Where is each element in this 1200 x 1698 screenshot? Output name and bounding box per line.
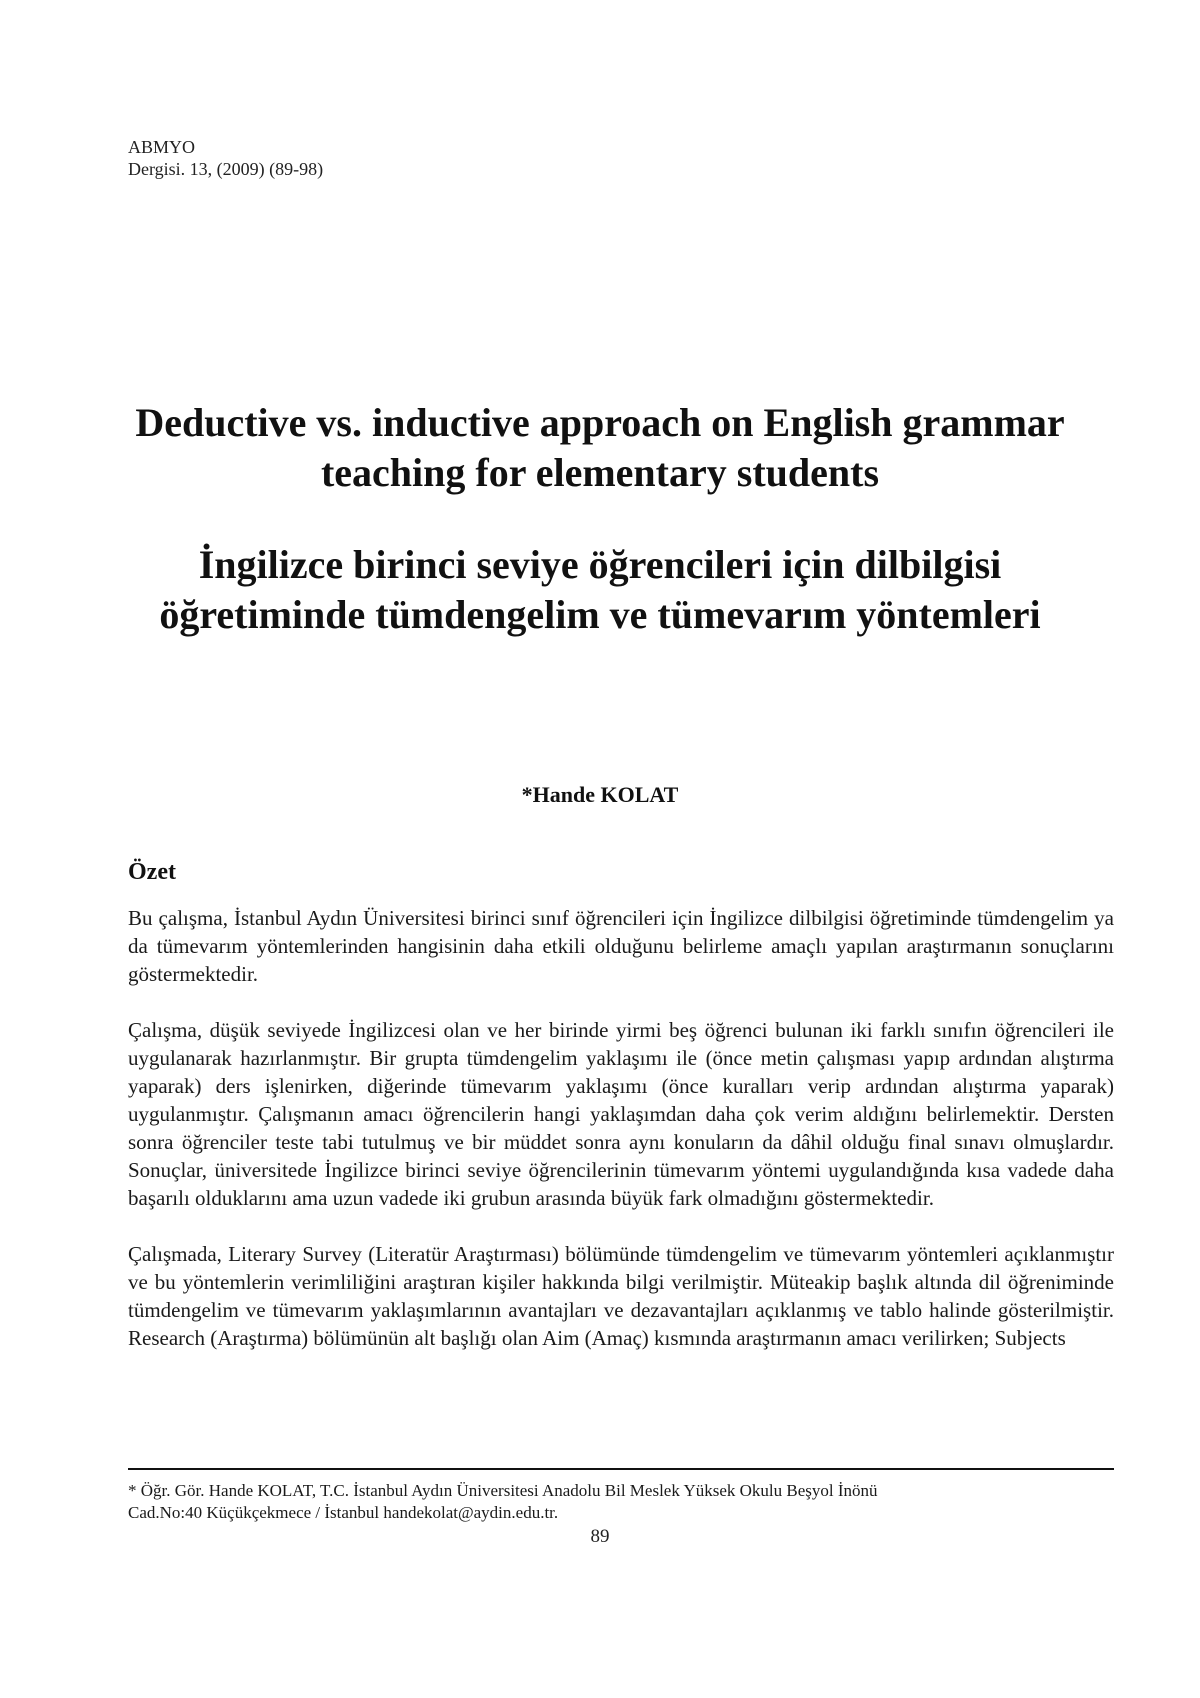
footnote-line-1: * Öğr. Gör. Hande KOLAT, T.C. İstanbul Aydın Üniversitesi Anadolu Bil Meslek Yüksek Okulu Beşyol İnönü [128,1481,878,1500]
english-title-line-1: Deductive vs. inductive approach on English grammar [135,400,1065,445]
turkish-title [100,540,1100,640]
page-number: 89 [590,1526,610,1547]
author-name: *Hande KOLAT [521,782,679,807]
abstract-heading: Özet [128,859,176,885]
abstract-paragraph-2: Çalışma, düşük seviyede İngilizcesi olan ve her birinde yirmi beş öğrenci bulunan iki farklı sınıfın öğrencileri ile uygulanarak hazırlanmıştır. Bir grupta tümdengelim yaklaşımı ile (önce metin çalışması yapıp ardından alıştırma yaparak) ders işlenirken, diğerinde tümevarım yaklaşımı (önce kuralları verip ardından alıştırma yaparak) uygulanmıştır. Çalışmanın amacı öğrencilerin hangi yaklaşımdan daha çok verim aldığını belirlemektir. Dersten sonra öğrenciler teste tabi tutulmuş ve bir müddet sonra aynı konuların da dâhil olduğu final sınavı olmuşlardır. Sonuçlar, üniversitede İngilizce birinci seviye öğrencilerinin tümevarım yöntemi uygulandığında kısa vadede daha başarılı olduklarını ama uzun vadede iki grubun arasında büyük fark olmadığını göstermektedir. [128,1018,1114,1210]
abstract-paragraph-1: Bu çalışma, İstanbul Aydın Üniversitesi birinci sınıf öğrencileri için İngilizce dilbilgisi öğretiminde tümdengelim ya da tümevarım yöntemlerinden hangisinin daha etkili olduğunu belirleme amaçlı yapılan araştırmanın sonuçlarını göstermektedir. [128,906,1114,986]
turkish-title-line-1: İngilizce birinci seviye öğrencileri için dilbilgisi [198,542,1002,587]
footnote-line-2: Cad.No:40 Küçükçekmece / İstanbul handekolat@aydin.edu.tr. [128,1503,559,1522]
turkish-title-line-2: öğretiminde tümdengelim ve tümevarım yöntemleri [159,592,1041,637]
author-footnote [128,1480,1114,1524]
journal-name: ABMYO [128,137,196,157]
abstract-body [128,904,1114,1352]
english-title-line-2: teaching for elementary students [320,450,880,495]
english-title [100,398,1100,498]
footnote-divider [128,1468,1114,1470]
journal-header [128,136,323,180]
journal-citation: Dergisi. 13, (2009) (89-98) [128,159,324,179]
abstract-paragraph-3: Çalışmada, Literary Survey (Literatür Araştırması) bölümünde tümdengelim ve tümevarım yöntemleri açıklanmıştır ve bu yöntemlerin verimliliğini araştıran kişiler hakkında bilgi verilmiştir. Müteakip başlık altında dil öğreniminde tümdengelim ve tümevarım yaklaşımlarının avantajları ve dezavantajları açıklanmış ve tablo halinde gösterilmiştir. Research (Araştırma) bölümünün alt başlığı olan Aim (Amaç) kısmında araştırmanın amacı verilirken; Subjects [128,1242,1114,1350]
